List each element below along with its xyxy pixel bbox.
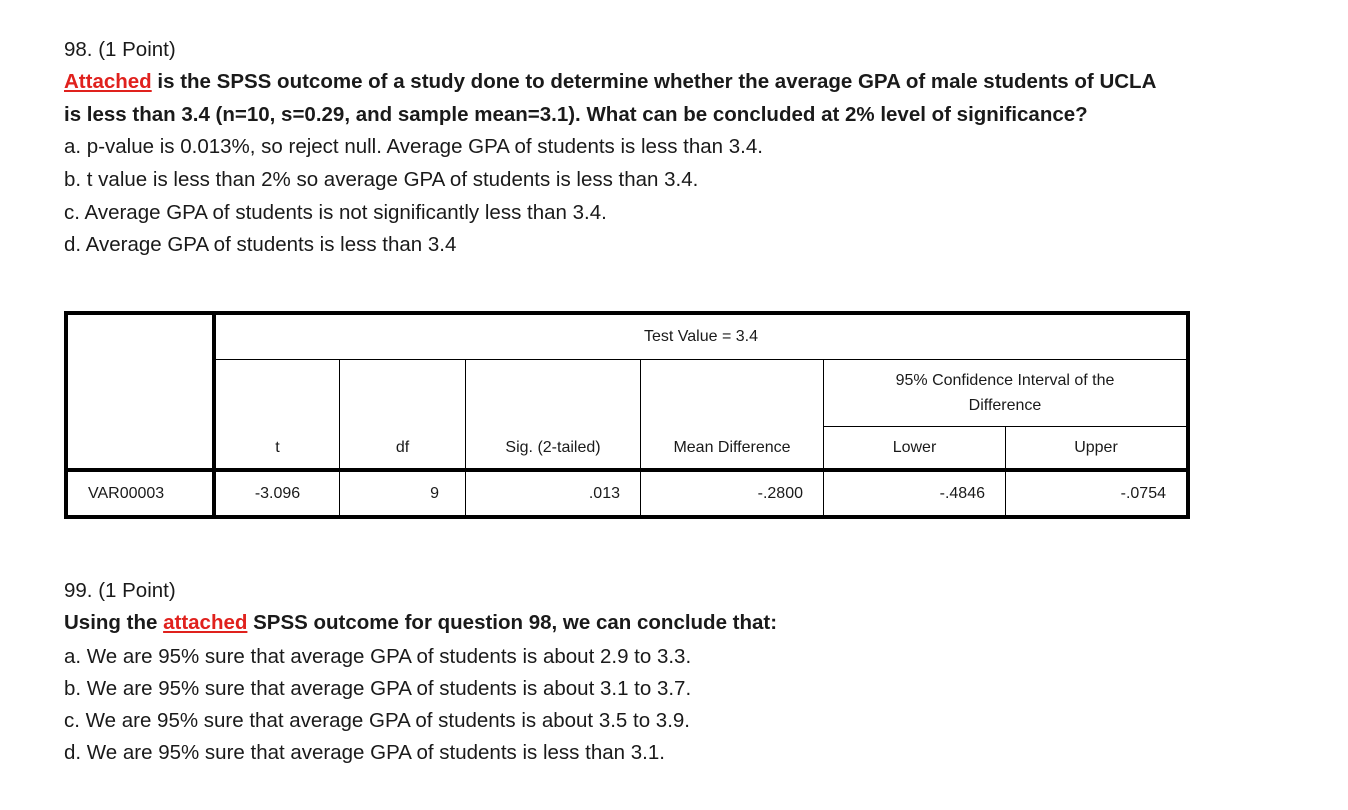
q99-attached-link[interactable]: attached <box>163 611 248 634</box>
q98-option-b[interactable]: b. t value is less than 2% so average GPA of students is less than 3.4. <box>64 168 699 191</box>
q99-option-a[interactable]: a. We are 95% sure that average GPA of students is about 2.9 to 3.3. <box>64 645 692 668</box>
test-value-header: Test Value = 3.4 <box>644 328 758 345</box>
q98-option-a[interactable]: a. p-value is 0.013%, so reject null. Average GPA of students is less than 3.4. <box>64 135 763 158</box>
q98-option-d[interactable]: d. Average GPA of students is less than 3.4 <box>64 233 457 256</box>
col-header-t: t <box>275 438 280 456</box>
q98-stem-line1 <box>64 69 1156 95</box>
q98-option-c[interactable]: c. Average GPA of students is not significantly less than 3.4. <box>64 201 607 224</box>
q99-stem-before: Using the <box>64 611 164 634</box>
ci-header-line1: 95% Confidence Interval of the <box>895 372 1115 389</box>
cell-sig: .013 <box>588 484 620 502</box>
cell-lower: -.4846 <box>939 484 985 502</box>
q98-attached-link[interactable]: Attached <box>64 70 152 93</box>
q99-stem <box>64 610 777 636</box>
q99-option-d[interactable]: d. We are 95% sure that average GPA of students is less than 3.1. <box>64 741 665 764</box>
col-header-lower: Lower <box>892 438 937 456</box>
q99-option-c[interactable]: c. We are 95% sure that average GPA of students is about 3.5 to 3.9. <box>64 709 691 732</box>
ci-header <box>824 360 1186 426</box>
ci-header-line2: Difference <box>968 397 1042 414</box>
row-label: VAR00003 <box>88 484 165 502</box>
q98-stem-line2: is less than 3.4 (n=10, s=0.29, and sample mean=3.1). What can be concluded at 2% level of significance? <box>64 103 1088 126</box>
q98-heading: 98. (1 Point) <box>64 38 176 61</box>
col-header-sig: Sig. (2-tailed) <box>505 438 601 456</box>
col-header-mean-difference: Mean Difference <box>673 438 791 456</box>
spss-output-table <box>64 311 1190 519</box>
cell-t: -3.096 <box>254 484 301 502</box>
col-header-upper: Upper <box>1074 438 1118 456</box>
cell-mean-difference: -.2800 <box>757 484 803 502</box>
cell-upper: -.0754 <box>1120 484 1166 502</box>
table-divider-right <box>1186 315 1190 515</box>
q99-stem-after: SPSS outcome for question 98, we can conclude that: <box>247 611 778 634</box>
q99-heading: 99. (1 Point) <box>64 579 176 602</box>
q99-option-b[interactable]: b. We are 95% sure that average GPA of students is about 3.1 to 3.7. <box>64 677 692 700</box>
col-header-df: df <box>395 438 410 456</box>
cell-df: 9 <box>430 484 439 502</box>
q98-stem-line1-text: is the SPSS outcome of a study done to determine whether the average GPA of male students of UCLA <box>151 70 1157 93</box>
